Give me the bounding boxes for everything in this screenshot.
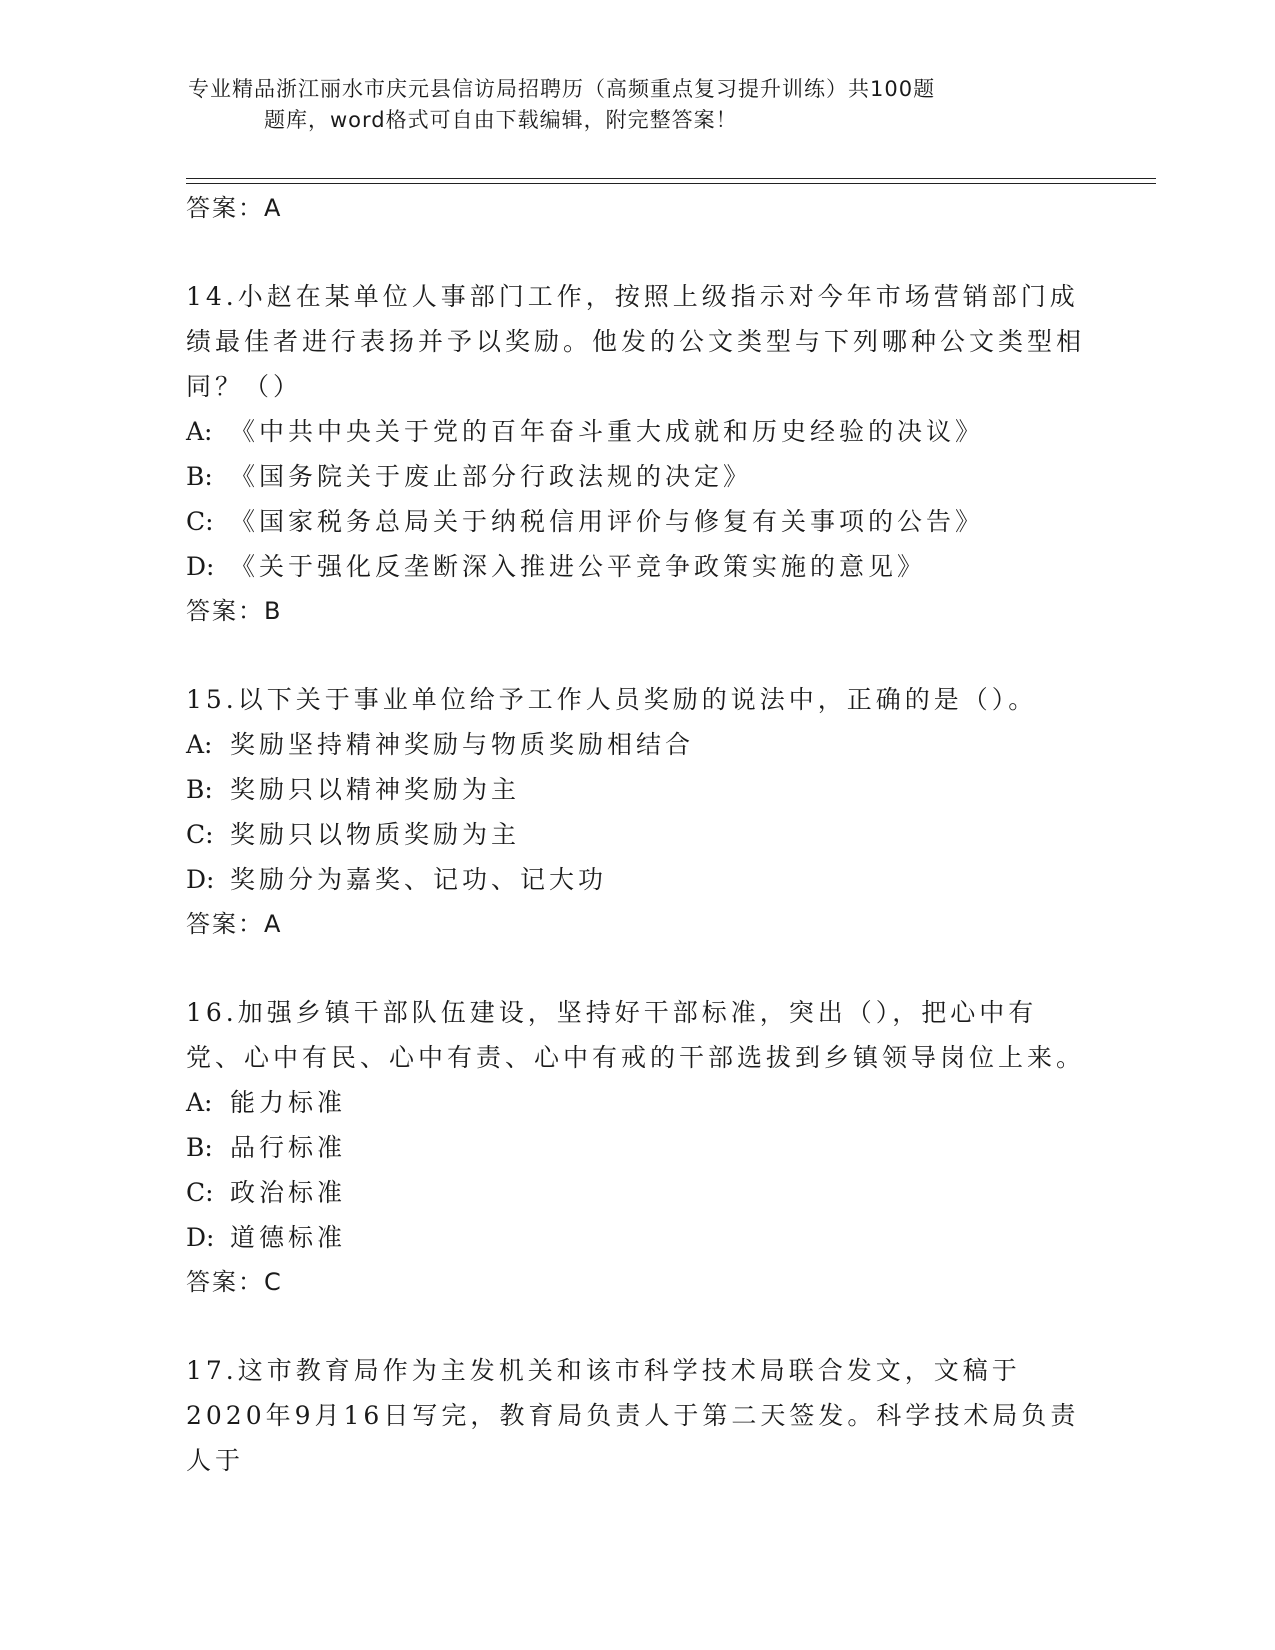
- option-c: [186, 812, 1086, 857]
- option-text: 政治标准: [230, 1178, 347, 1207]
- question-text: 14.小赵在某单位人事部门工作，按照上级指示对今年市场营销部门成绩最佳者进行表扬并予以奖励。他发的公文类型与下列哪种公文类型相同？（）: [186, 282, 1086, 401]
- document-body: [186, 186, 1086, 1483]
- header-title-line-1: 专业精品浙江丽水市庆元县信访局招聘历（高频重点复习提升训练）共100题: [188, 77, 936, 101]
- option-c: [186, 1170, 1086, 1215]
- question-text: 16.加强乡镇干部队伍建设，坚持好干部标准，突出（），把心中有党、心中有民、心中有责、心中有戒的干部选拔到乡镇领导岗位上来。: [186, 998, 1086, 1072]
- document-header: [188, 74, 1068, 136]
- question-text: 17.这市教育局作为主发机关和该市科学技术局联合发文，文稿于2020年9月16日写完，教育局负责人于第二天签发。科学技术局负责人于: [186, 1356, 1080, 1475]
- option-a: [186, 1080, 1086, 1125]
- option-text: 能力标准: [230, 1088, 347, 1117]
- option-letter: A:: [186, 1088, 213, 1117]
- option-letter: B:: [186, 775, 213, 804]
- answer-line: 答案：B: [186, 597, 283, 625]
- option-text: 《国务院关于废止部分行政法规的决定》: [230, 462, 753, 491]
- option-letter: D:: [186, 552, 215, 581]
- option-c: [186, 499, 1086, 544]
- option-text: 奖励只以精神奖励为主: [230, 775, 521, 804]
- option-text: 道德标准: [230, 1223, 347, 1252]
- answer-line: 答案：A: [186, 910, 283, 938]
- option-text: 奖励坚持精神奖励与物质奖励相结合: [230, 730, 695, 759]
- option-letter: C:: [186, 1178, 214, 1207]
- question-14: [186, 274, 1086, 633]
- option-letter: A:: [186, 730, 213, 759]
- question-16: [186, 990, 1086, 1304]
- option-letter: B:: [186, 1133, 213, 1162]
- option-d: [186, 1215, 1086, 1260]
- option-letter: D:: [186, 1223, 215, 1252]
- option-text: 《国家税务总局关于纳税信用评价与修复有关事项的公告》: [230, 507, 985, 536]
- option-letter: D:: [186, 865, 215, 894]
- answer-line: 答案：A: [186, 194, 283, 222]
- option-d: [186, 857, 1086, 902]
- option-b: [186, 1125, 1086, 1170]
- question-text: 15.以下关于事业单位给予工作人员奖励的说法中，正确的是（）。: [186, 685, 1038, 714]
- option-letter: C:: [186, 507, 214, 536]
- option-text: 《关于强化反垄断深入推进公平竞争政策实施的意见》: [230, 552, 927, 581]
- option-a: [186, 722, 1086, 767]
- answer-line: 答案：C: [186, 1268, 283, 1296]
- option-letter: C:: [186, 820, 214, 849]
- option-letter: A:: [186, 417, 213, 446]
- option-d: [186, 544, 1086, 589]
- header-divider: [186, 178, 1156, 184]
- option-b: [186, 767, 1086, 812]
- option-letter: B:: [186, 462, 213, 491]
- option-text: 奖励分为嘉奖、记功、记大功: [230, 865, 608, 894]
- option-text: 品行标准: [230, 1133, 347, 1162]
- option-text: 奖励只以物质奖励为主: [230, 820, 521, 849]
- question-17: [186, 1348, 1086, 1483]
- option-b: [186, 454, 1086, 499]
- option-a: [186, 409, 1086, 454]
- header-title-line-2: 题库，word格式可自由下载编辑，附完整答案！: [264, 108, 738, 132]
- question-15: [186, 677, 1086, 946]
- option-text: 《中共中央关于党的百年奋斗重大成就和历史经验的决议》: [230, 417, 985, 446]
